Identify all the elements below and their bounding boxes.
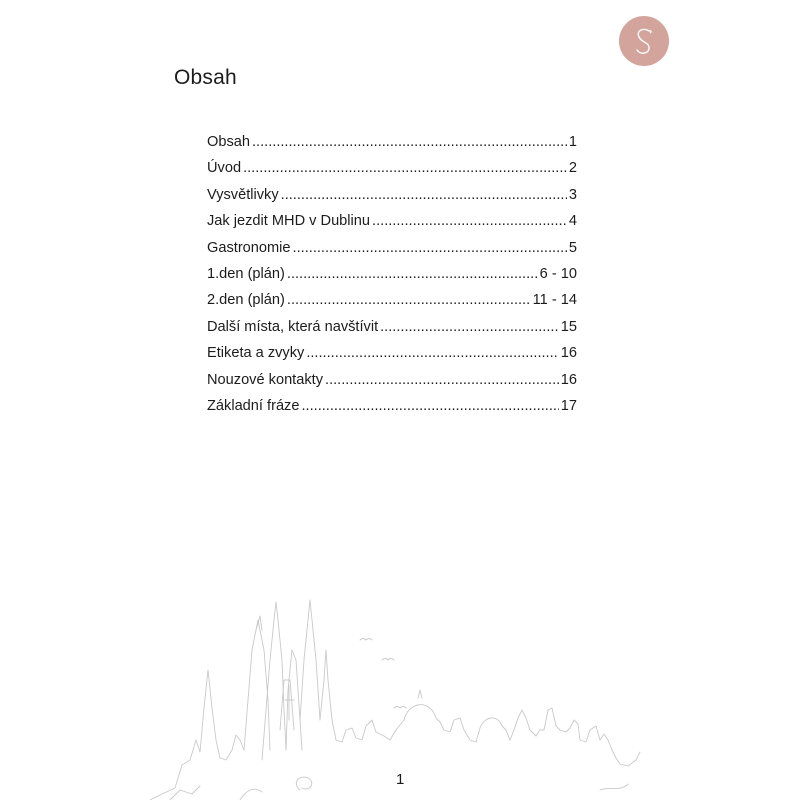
toc-entry-title: Vysvětlivky bbox=[207, 186, 279, 203]
toc-entry-title: Další místa, která navštívit bbox=[207, 318, 379, 335]
toc-dot-leader bbox=[287, 266, 538, 282]
city-skyline-illustration bbox=[0, 590, 800, 800]
toc-entry-page: 1 bbox=[568, 134, 577, 150]
toc-entry bbox=[207, 240, 577, 266]
toc-entry-title: Základní fráze bbox=[207, 397, 300, 414]
logo-badge bbox=[619, 16, 669, 66]
toc-entry bbox=[207, 213, 577, 239]
toc-dot-leader bbox=[281, 187, 567, 203]
toc-entry-page: 16 bbox=[560, 345, 577, 362]
toc-entry-title: 1.den (plán) bbox=[207, 265, 285, 282]
toc-dot-leader bbox=[243, 160, 567, 176]
toc-entry bbox=[207, 160, 577, 186]
toc-dot-leader bbox=[287, 292, 531, 308]
page-number: 1 bbox=[396, 771, 405, 788]
toc-entry-page: 4 bbox=[568, 213, 577, 230]
toc-dot-leader bbox=[380, 319, 559, 335]
toc-entry-page: 2 bbox=[568, 160, 577, 177]
toc-entry-title: Nouzové kontakty bbox=[207, 371, 324, 388]
toc-entry-title: Obsah bbox=[207, 134, 250, 150]
toc-entry-page: 3 bbox=[568, 186, 577, 203]
toc-entry-page: 6 - 10 bbox=[539, 265, 577, 282]
script-s-logo-icon bbox=[619, 16, 669, 66]
toc-entry bbox=[207, 187, 577, 213]
table-of-contents bbox=[207, 134, 577, 424]
toc-entry-title: Etiketa a zvyky bbox=[207, 345, 305, 362]
toc-entry bbox=[207, 398, 577, 424]
toc-entry-page: 17 bbox=[560, 397, 577, 414]
toc-dot-leader bbox=[293, 240, 567, 256]
toc-entry bbox=[207, 345, 577, 371]
toc-entry bbox=[207, 134, 577, 160]
toc-dot-leader bbox=[306, 345, 558, 361]
toc-dot-leader bbox=[325, 372, 559, 388]
toc-entry-page: 5 bbox=[568, 239, 577, 256]
toc-entry bbox=[207, 266, 577, 292]
toc-entry-title: Jak jezdit MHD v Dublinu bbox=[207, 213, 371, 230]
toc-entry-title: Gastronomie bbox=[207, 239, 291, 256]
toc-entry-page: 15 bbox=[560, 318, 577, 335]
toc-dot-leader bbox=[252, 134, 567, 150]
toc-entry-title: 2.den (plán) bbox=[207, 292, 285, 309]
toc-dot-leader bbox=[372, 213, 567, 229]
toc-entry bbox=[207, 292, 577, 318]
toc-entry bbox=[207, 372, 577, 398]
page-title: Obsah bbox=[174, 66, 237, 89]
toc-entry-page: 16 bbox=[560, 371, 577, 388]
toc-entry-title: Úvod bbox=[207, 160, 242, 177]
toc-entry bbox=[207, 319, 577, 345]
toc-entry-page: 11 - 14 bbox=[532, 292, 577, 309]
toc-dot-leader bbox=[301, 398, 558, 414]
